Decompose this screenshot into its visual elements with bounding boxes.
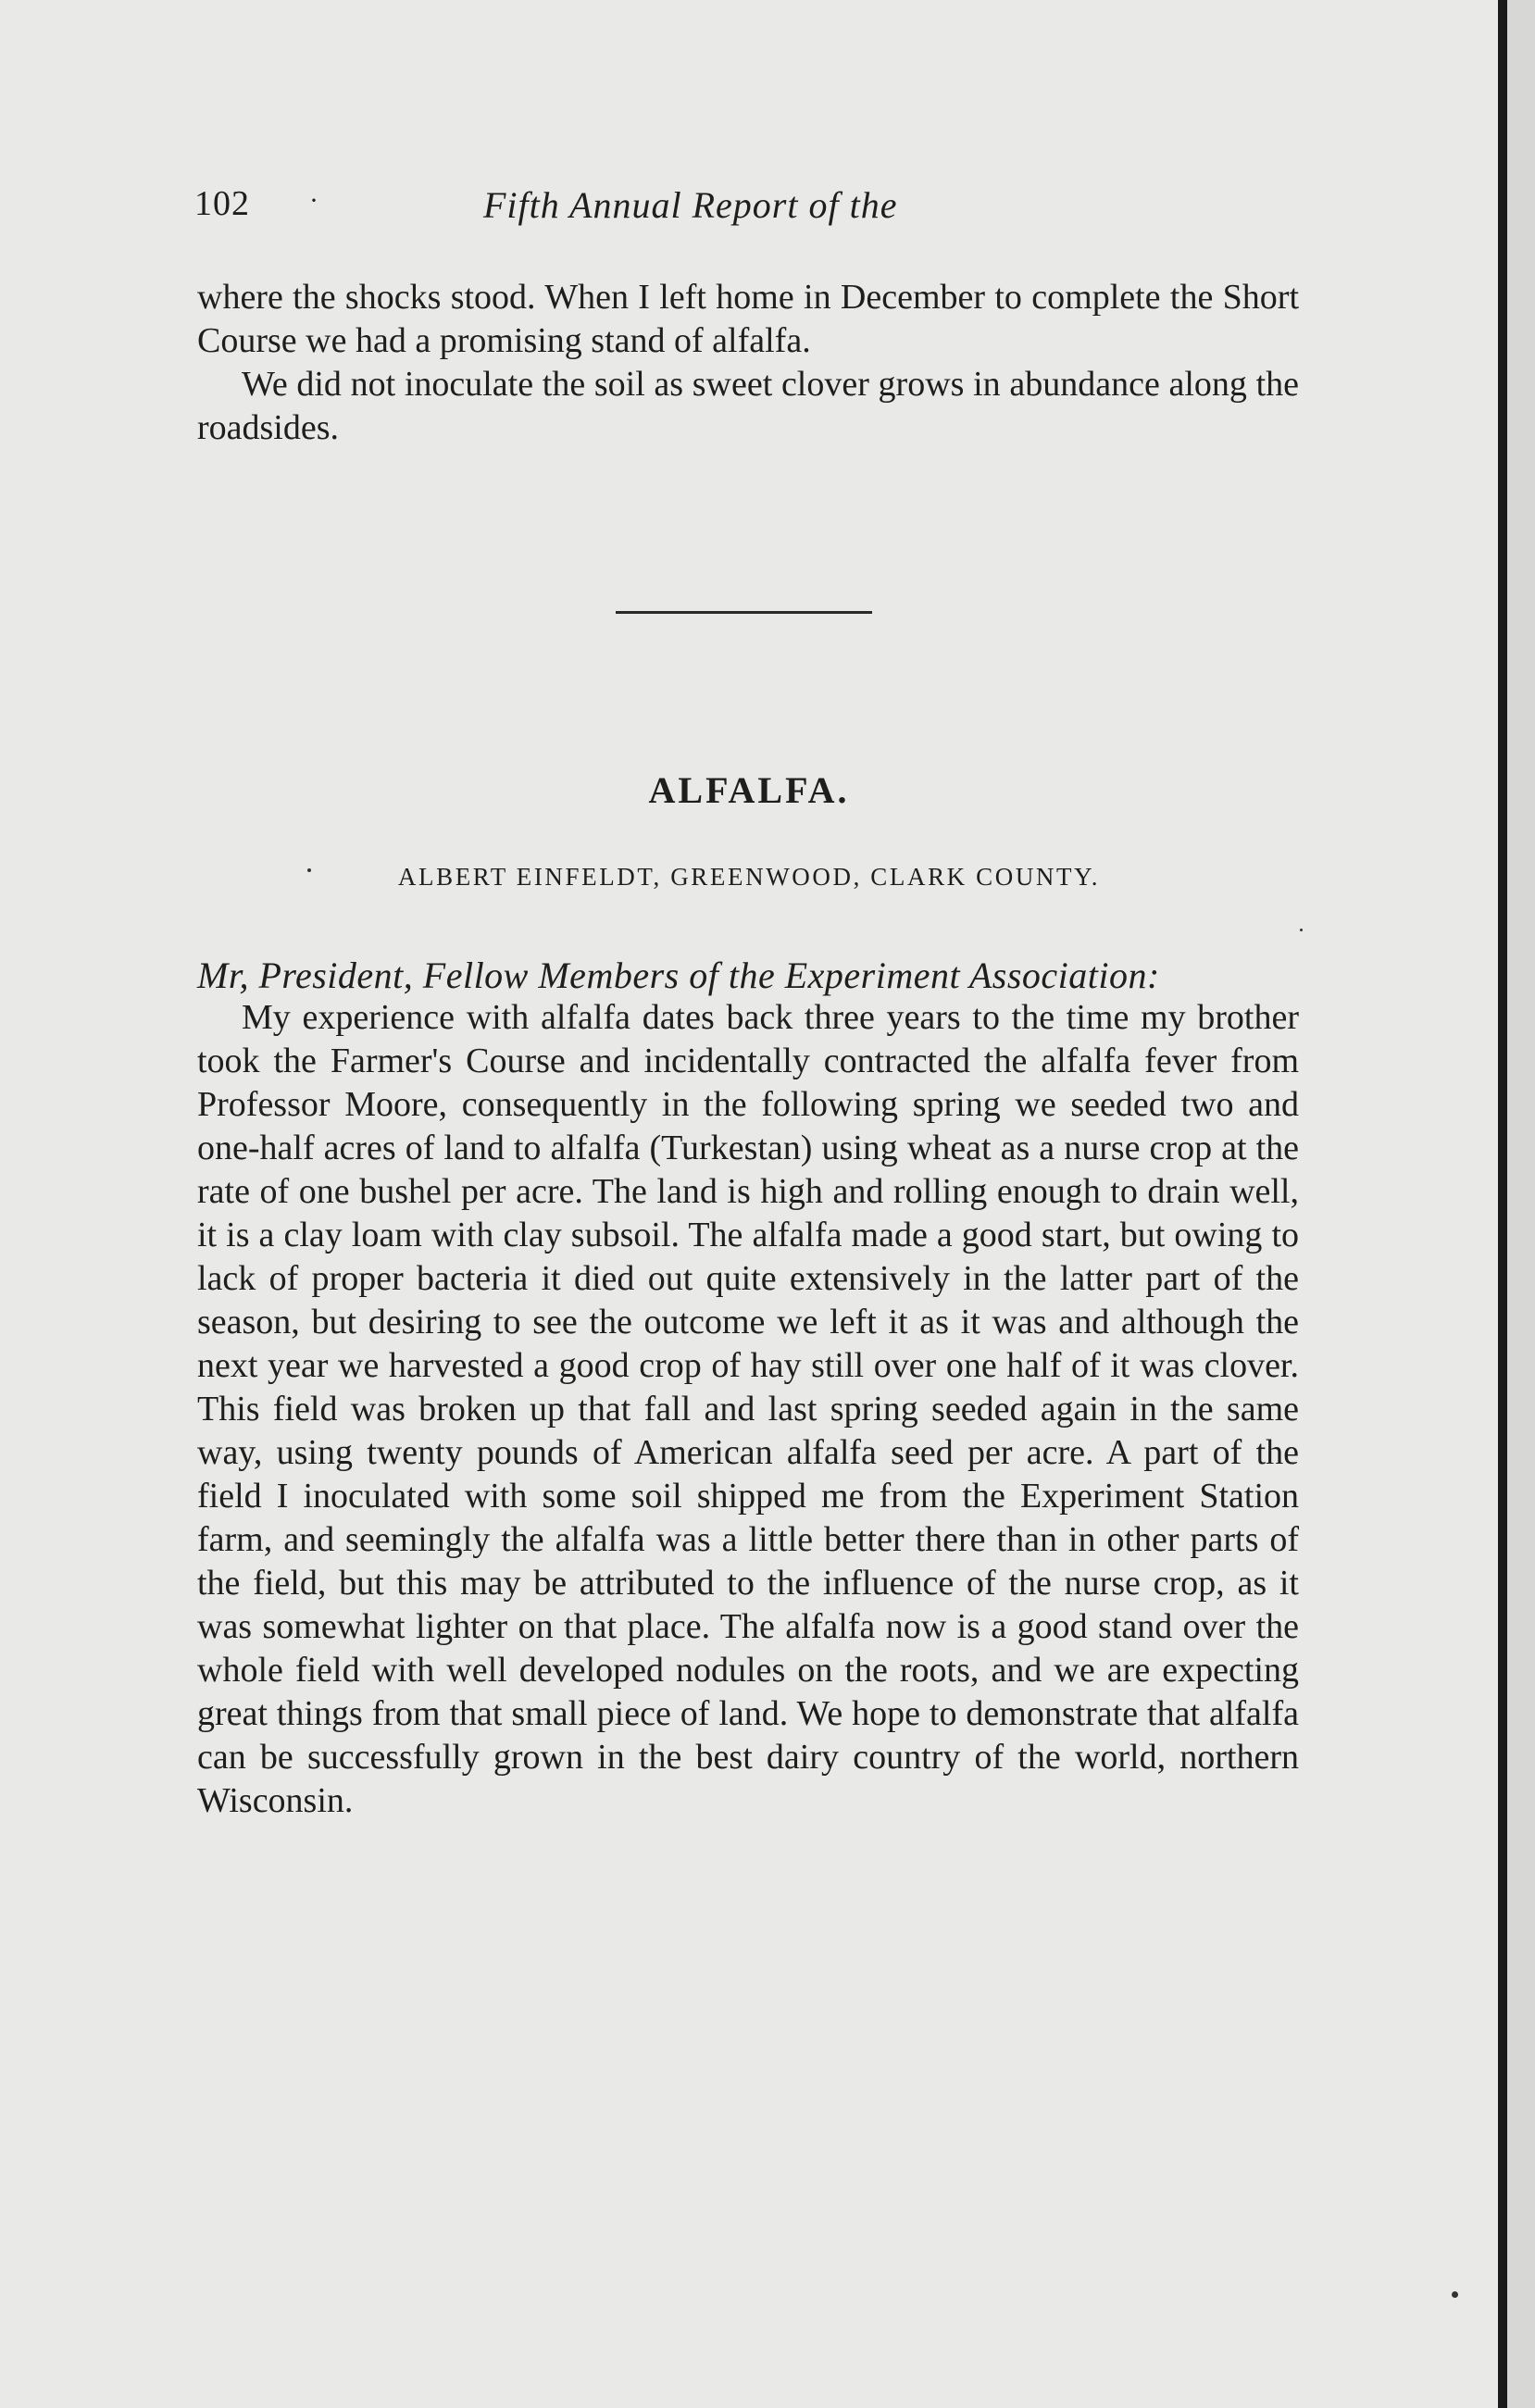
- page-number: 102: [194, 184, 250, 223]
- salutation: Mr, President, Fellow Members of the Experiment Association:: [197, 954, 1160, 996]
- author-line: ALBERT EINFELDT, GREENWOOD, CLARK COUNTY.: [397, 863, 1101, 891]
- ink-speck: [1452, 2291, 1458, 2298]
- intro-paragraph: where the shocks stood. When I left home in December to complete the Short Course we had a promising stand of alfalfa.: [197, 278, 1299, 360]
- ink-speck: [307, 868, 311, 872]
- page-header: [194, 183, 1305, 239]
- intro-text: [197, 276, 1299, 450]
- scan-margin: [1507, 0, 1535, 2408]
- article-title: ALFALFA.: [648, 769, 850, 811]
- ink-speck: [1300, 929, 1303, 931]
- running-head: Fifth Annual Report of the: [483, 184, 898, 226]
- article-body: My experience with alfalfa dates back three years to the time my brother took the Farmer's Course and incidentally contracted the alfalfa fever from Professor Moore, consequently in the following spring we seeded two and one-half acres of land to alfalfa (Turkestan) using wheat as a nurse crop at the rate of one bushel per acre. The land is high and rolling enough to drain well, it is a clay loam with clay subsoil. The alfalfa made a good start, but owing to lack of proper bacteria it died out quite extensively in the latter part of the season, but desiring to see the outcome we left it as it was and although the next year we harvested a good crop of hay still over one half of it was clover. This field was broken up that fall and last spring seeded again in the same way, using twenty pounds of American alfalfa seed per acre. A part of the field I inoculated with some soil shipped me from the Experiment Station farm, and seemingly the alfalfa was a little better there than in other parts of the field, but this may be attributed to the influence of the nurse crop, as it was somewhat lighter on that place. The alfalfa now is a good stand over the whole field with well developed nodules on the roots, and we are expecting great things from that small piece of land. We hope to demonstrate that alfalfa can be successfully grown in the best dairy country of the world, northern Wisconsin.: [197, 998, 1299, 1820]
- page-edge-shadow: [1498, 0, 1507, 2408]
- header-dot: ·: [309, 185, 318, 216]
- section-divider: [616, 611, 872, 614]
- intro-paragraph: We did not inoculate the soil as sweet clover grows in abundance along the roadsides.: [197, 365, 1299, 447]
